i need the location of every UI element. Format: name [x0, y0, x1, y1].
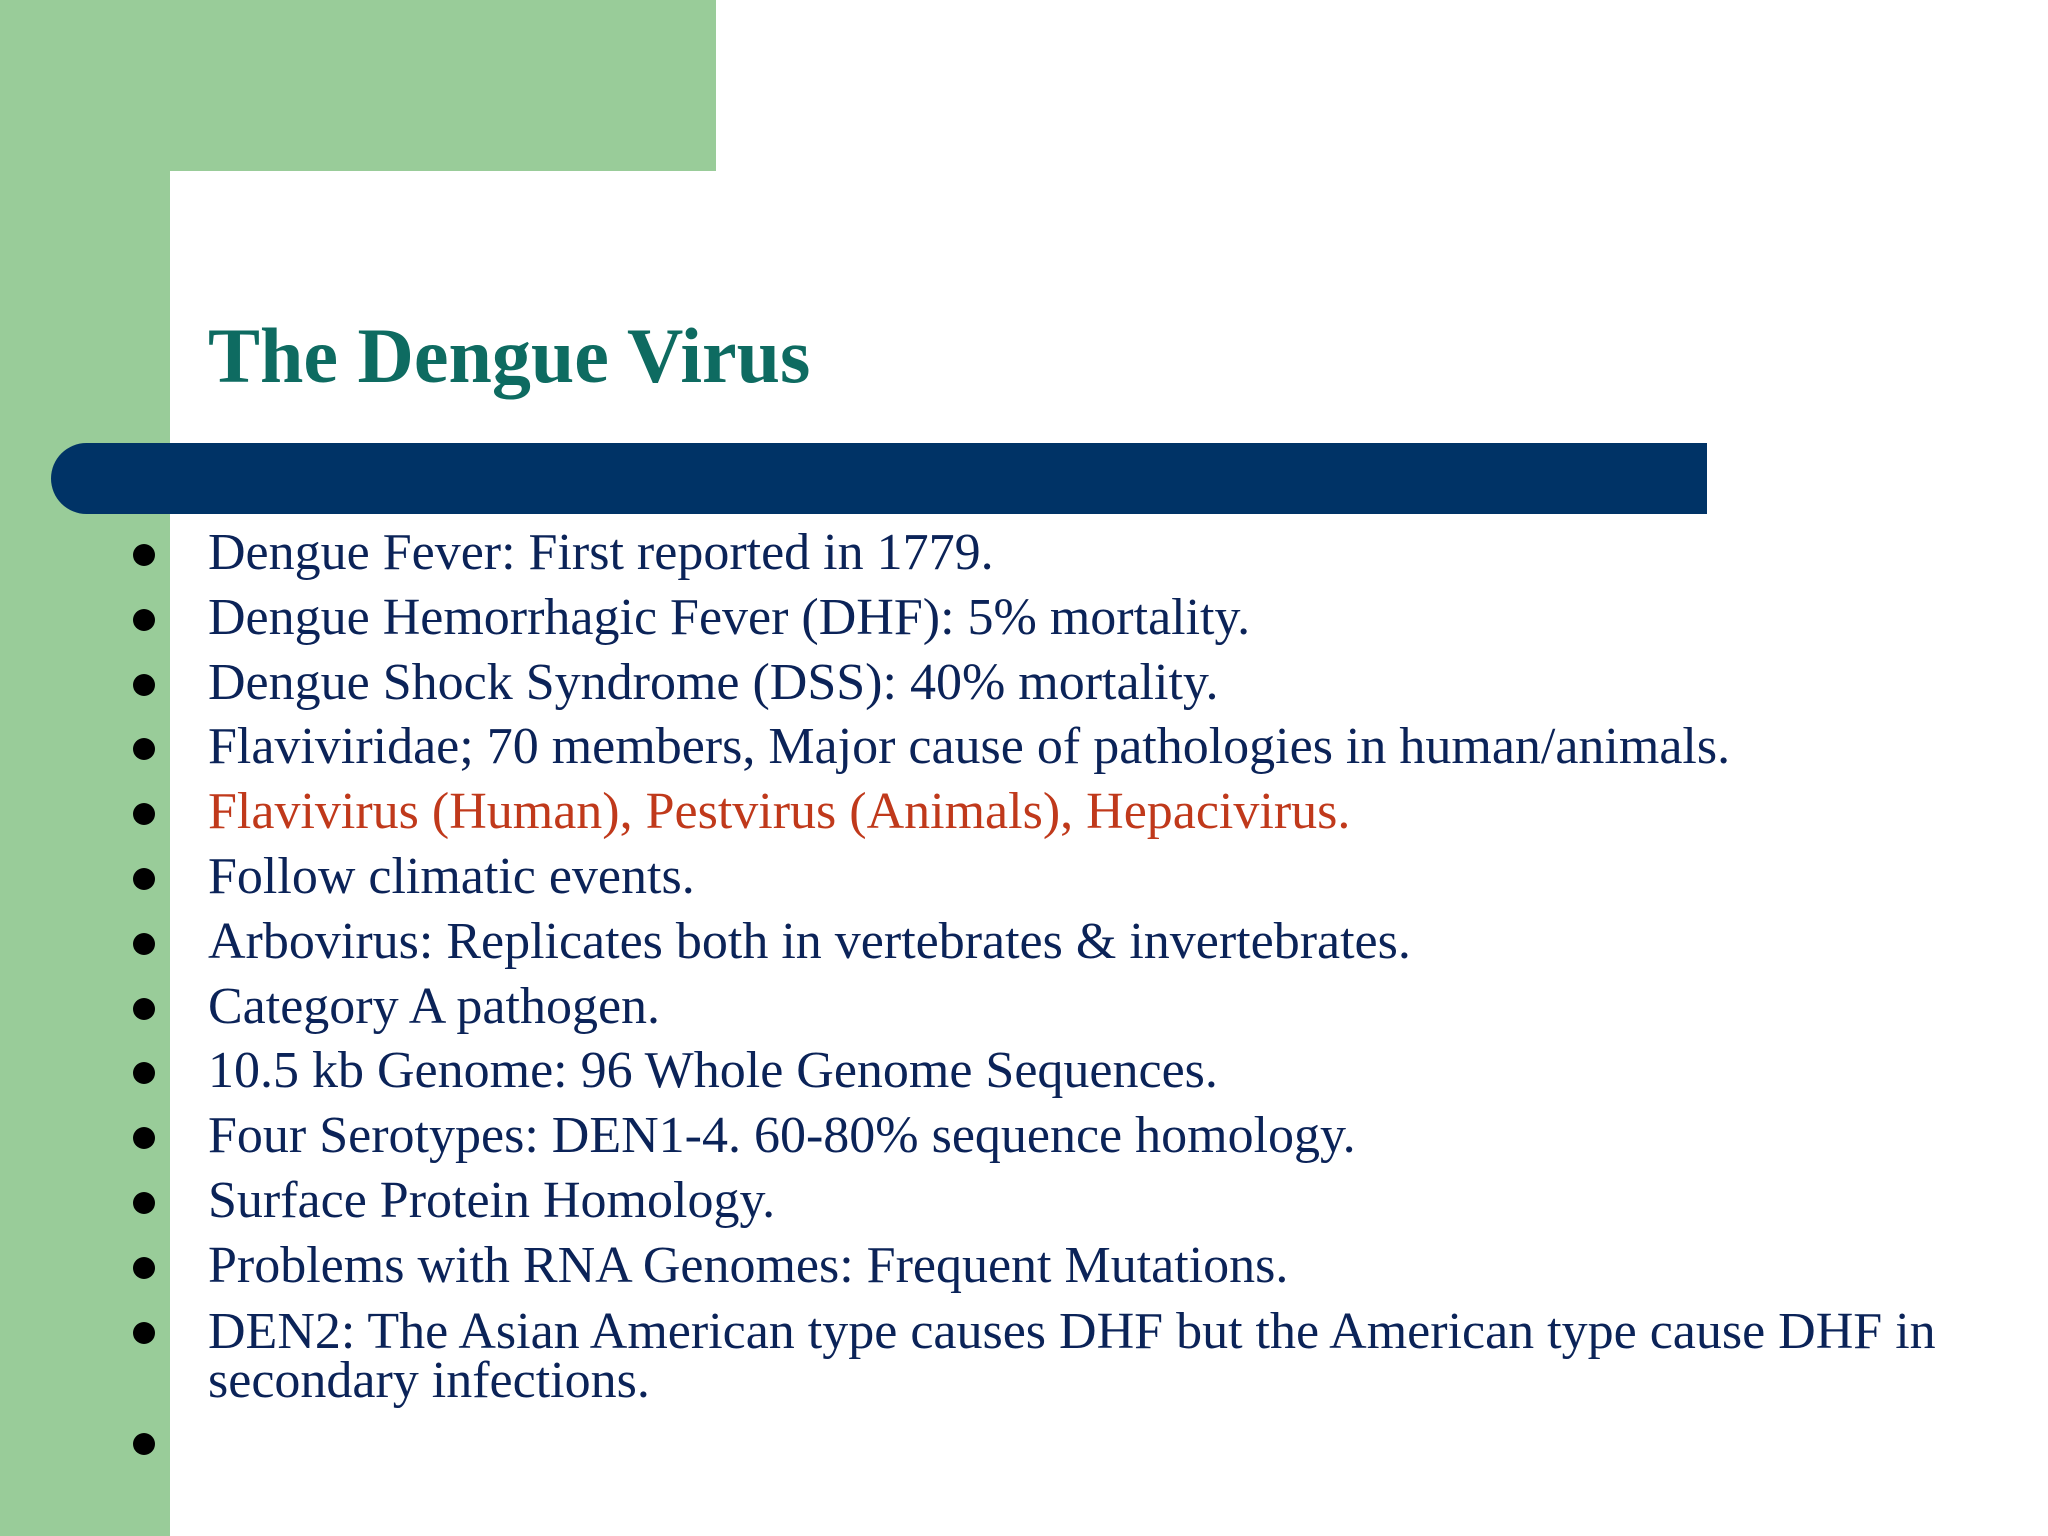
bullet-dot-icon: [133, 803, 155, 825]
bullet-item: [0, 586, 2048, 651]
bullet-dot-icon: [133, 1062, 155, 1084]
bullet-item: [0, 1169, 2048, 1234]
bullet-item: [0, 651, 2048, 716]
bullet-item-empty: [0, 1410, 2048, 1475]
bullet-text: Arbovirus: Replicates both in vertebrates & invertebrates.: [208, 912, 1411, 970]
bullet-item: [0, 975, 2048, 1040]
bullet-dot-icon: [133, 544, 155, 566]
bullet-item: [0, 715, 2048, 780]
bullet-text: Surface Protein Homology.: [208, 1171, 776, 1229]
bullet-item: [0, 1104, 2048, 1169]
bullet-item: [0, 910, 2048, 975]
bullet-dot-icon: [133, 738, 155, 760]
bullet-text: DEN2: The Asian American type causes DHF but the American type cause DHF in secondary infections.: [208, 1302, 1936, 1409]
green-top-block: [0, 0, 716, 171]
bullet-text: Flaviviridae; 70 members, Major cause of pathologies in human/animals.: [208, 718, 1731, 776]
bullet-dot-icon: [133, 609, 155, 631]
bullet-text: Dengue Shock Syndrome (DSS): 40% mortality.: [208, 653, 1219, 711]
bullet-text: Flavivirus (Human), Pestvirus (Animals), Hepacivirus.: [208, 783, 1351, 841]
bullet-item: [0, 1299, 2048, 1407]
bullet-text: Problems with RNA Genomes: Frequent Mutations.: [208, 1236, 1289, 1294]
title-divider-bar: [51, 443, 1707, 514]
bullet-item: [0, 1234, 2048, 1299]
bullet-text: Dengue Fever: First reported in 1779.: [208, 524, 994, 581]
bullet-dot-icon: [133, 1433, 155, 1455]
bullet-dot-icon: [133, 933, 155, 955]
bullet-dot-icon: [133, 868, 155, 890]
bullet-text: Four Serotypes: DEN1-4. 60-80% sequence homology.: [208, 1107, 1356, 1165]
bullet-dot-icon: [133, 1322, 155, 1344]
bullet-list: [0, 521, 2048, 1474]
bullet-dot-icon: [133, 998, 155, 1020]
bullet-item: [0, 1039, 2048, 1104]
bullet-text: Category A pathogen.: [208, 977, 661, 1035]
bullet-dot-icon: [133, 1192, 155, 1214]
bullet-text: Follow climatic events.: [208, 847, 695, 905]
slide-title: The Dengue Virus: [208, 312, 811, 399]
bullet-item: [0, 521, 2048, 586]
bullet-dot-icon: [133, 1257, 155, 1279]
bullet-item: [0, 845, 2048, 910]
bullet-text: Dengue Hemorrhagic Fever (DHF): 5% mortality.: [208, 588, 1251, 646]
bullet-text: 10.5 kb Genome: 96 Whole Genome Sequences.: [208, 1042, 1218, 1100]
bullet-item-highlighted: [0, 780, 2048, 845]
bullet-dot-icon: [133, 674, 155, 696]
bullet-dot-icon: [133, 1127, 155, 1149]
